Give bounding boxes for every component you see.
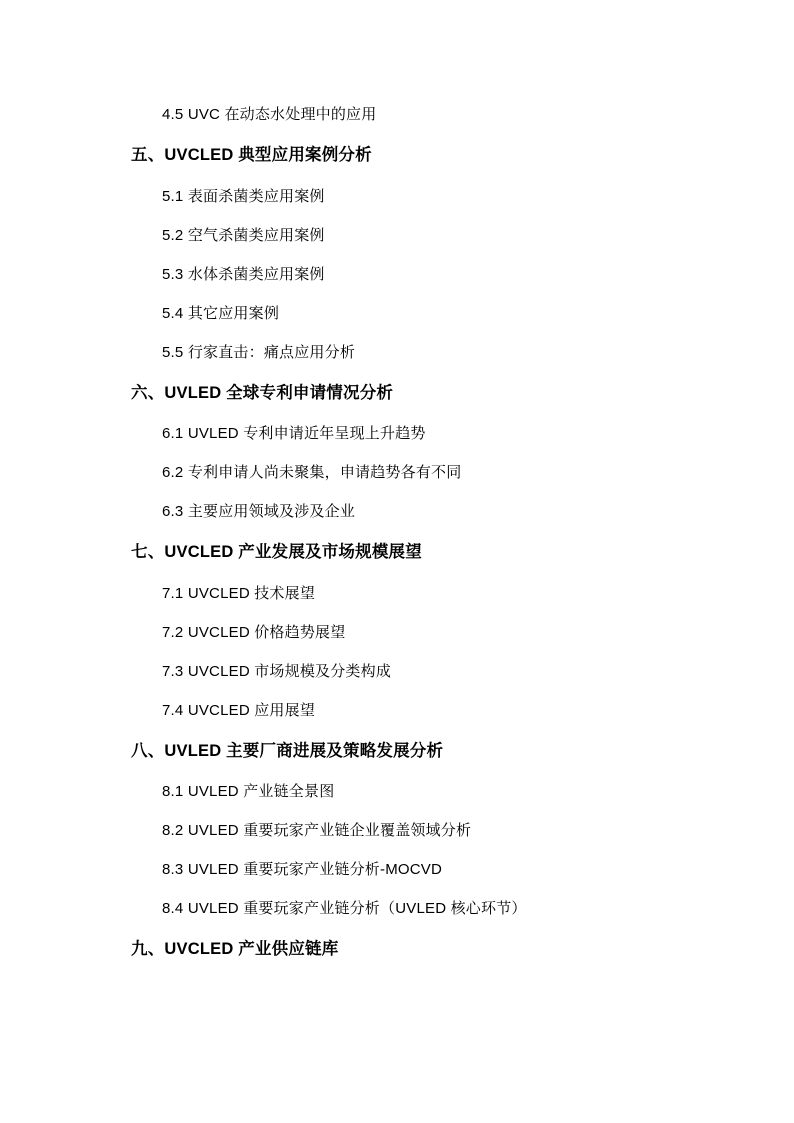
toc-entry[interactable]: 5.3 水体杀菌类应用案例	[162, 265, 325, 283]
toc-entry[interactable]: 五、UVCLED 典型应用案例分析	[131, 146, 372, 164]
toc-entry[interactable]: 5.4 其它应用案例	[162, 304, 280, 322]
toc-entry[interactable]: 8.3 UVLED 重要玩家产业链分析-MOCVD	[162, 861, 443, 878]
toc-entry[interactable]: 5.2 空气杀菌类应用案例	[162, 226, 325, 244]
toc-entry[interactable]: 6.1 UVLED 专利申请近年呈现上升趋势	[162, 425, 426, 442]
toc-entry[interactable]: 7.3 UVCLED 市场规模及分类构成	[162, 662, 392, 680]
toc-entry[interactable]: 8.4 UVLED 重要玩家产业链分析（UVLED 核心环节）	[162, 900, 527, 917]
toc-entry[interactable]: 六、UVLED 全球专利申请情况分析	[131, 383, 394, 402]
toc-entry[interactable]: 6.3 主要应用领域及涉及企业	[162, 503, 356, 520]
toc-entry[interactable]: 5.1 表面杀菌类应用案例	[162, 187, 325, 205]
toc-entry[interactable]: 6.2 专利申请人尚未聚集，申请趋势各有不同	[162, 464, 462, 481]
toc-entry[interactable]: 8.1 UVLED 产业链全景图	[162, 783, 335, 800]
toc-entry[interactable]: 7.1 UVCLED 技术展望	[162, 584, 316, 602]
toc-entry[interactable]: 8.2 UVLED 重要玩家产业链企业覆盖领域分析	[162, 822, 472, 839]
toc-entry[interactable]: 7.4 UVCLED 应用展望	[162, 701, 316, 719]
toc-entry[interactable]: 八、UVLED 主要厂商进展及策略发展分析	[131, 741, 444, 760]
toc-entry[interactable]: 5.5 行家直击：痛点应用分析	[162, 343, 356, 361]
table-of-contents	[131, 95, 698, 971]
toc-entry[interactable]: 七、UVCLED 产业发展及市场规模展望	[131, 543, 422, 561]
toc-entry[interactable]: 7.2 UVCLED 价格趋势展望	[162, 623, 346, 641]
toc-entry[interactable]: 4.5 UVC 在动态水处理中的应用	[162, 106, 377, 123]
toc-entry[interactable]: 九、UVCLED 产业供应链库	[131, 940, 339, 958]
